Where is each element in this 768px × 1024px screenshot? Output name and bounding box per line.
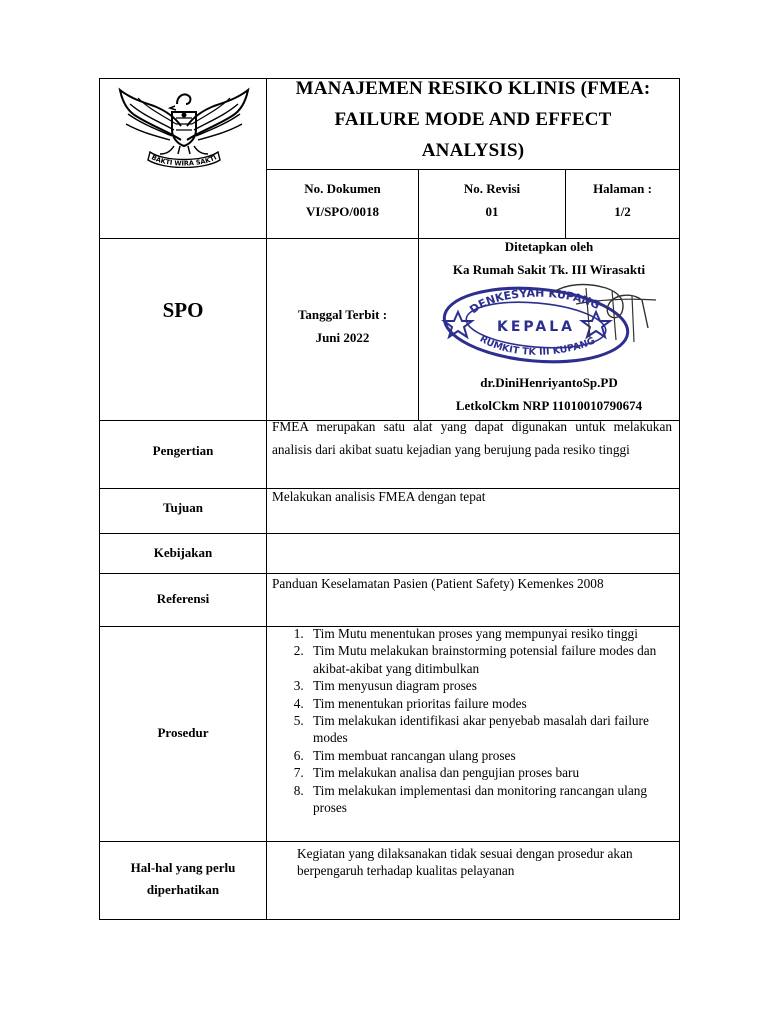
pengertian-label: Pengertian bbox=[152, 443, 214, 458]
hal-hal-text: Kegiatan yang dilaksanakan tidak sesuai dengan prosedur akan berpengaruh terhadap kualitas pelayanan bbox=[297, 846, 633, 879]
issue-date-cell bbox=[267, 303, 418, 349]
prosedur-step: 8. Tim melakukan implementasi dan monitoring rancangan ulang proses bbox=[307, 782, 674, 817]
svg-text:DENKESYAH KUPANG: DENKESYAH KUPANG bbox=[467, 286, 602, 317]
prosedur-label: Prosedur bbox=[157, 725, 209, 740]
doc-number-cell bbox=[267, 177, 418, 223]
garuda-logo bbox=[114, 82, 254, 168]
stamp-seal-icon bbox=[436, 282, 666, 364]
title-line-1: MANAJEMEN RESIKO KLINIS (FMEA: bbox=[295, 78, 651, 99]
row-divider-hal bbox=[99, 841, 680, 842]
hal-hal-label-line-1: Hal-hal yang perlu bbox=[130, 860, 236, 875]
title-line-3: ANALYSIS) bbox=[421, 140, 525, 161]
table-border-right bbox=[679, 78, 680, 920]
prosedur-steps bbox=[262, 625, 674, 816]
signer-name: dr.DiniHenriyantoSp.PD bbox=[480, 375, 618, 390]
revision-value: 01 bbox=[485, 204, 499, 219]
spo-label: SPO bbox=[162, 298, 204, 322]
prosedur-step: 4. Tim menentukan prioritas failure modes bbox=[307, 695, 674, 712]
page-value: 1/2 bbox=[614, 204, 631, 219]
row-divider-kebijakan bbox=[99, 533, 680, 534]
prosedur-step: 7. Tim melakukan analisa dan pengujian proses baru bbox=[307, 764, 674, 781]
signer-rank: LetkolCkm NRP 11010010790674 bbox=[455, 398, 643, 413]
revision-label: No. Revisi bbox=[463, 181, 521, 196]
kebijakan-label: Kebijakan bbox=[153, 545, 213, 560]
tujuan-label: Tujuan bbox=[163, 500, 203, 515]
hal-hal-label-line-2: diperhatikan bbox=[146, 882, 220, 897]
title-line-2: FAILURE MODE AND EFFECT bbox=[334, 109, 612, 130]
tujuan-text: Melakukan analisis FMEA dengan tepat bbox=[272, 489, 486, 504]
prosedur-step: 3. Tim menyusun diagram proses bbox=[307, 677, 674, 694]
page-cell bbox=[566, 177, 679, 223]
prosedur-list bbox=[262, 625, 674, 816]
prosedur-step: 2. Tim Mutu melakukan brainstorming potensial failure modes dan akibat-akibat yang ditimbulkan bbox=[307, 642, 674, 677]
pengertian-text: FMEA merupakan satu alat yang dapat digunakan untuk melakukan analisis dari akibat suatu kejadian yang berujung pada resiko tinggi bbox=[272, 419, 672, 457]
title-divider bbox=[266, 169, 680, 170]
referensi-label: Referensi bbox=[156, 591, 210, 606]
official-stamp bbox=[436, 282, 666, 364]
page-label: Halaman : bbox=[593, 181, 652, 196]
issue-date-value: Juni 2022 bbox=[315, 330, 370, 345]
prosedur-step: 1. Tim Mutu menentukan proses yang mempunyai resiko tinggi bbox=[307, 625, 674, 642]
table-border-bottom bbox=[99, 919, 680, 920]
prosedur-step: 5. Tim melakukan identifikasi akar penyebab masalah dari failure modes bbox=[307, 712, 674, 747]
document-title bbox=[267, 73, 679, 166]
doc-number-value: VI/SPO/0018 bbox=[306, 204, 379, 219]
referensi-text: Panduan Keselamatan Pasien (Patient Safety) Kemenkes 2008 bbox=[272, 576, 604, 591]
doc-number-label: No. Dokumen bbox=[304, 181, 381, 196]
prosedur-step: 6. Tim membuat rancangan ulang proses bbox=[307, 747, 674, 764]
hal-hal-label bbox=[100, 857, 266, 901]
svg-text:RUMKIT TK III KUPANG: RUMKIT TK III KUPANG bbox=[477, 333, 597, 358]
set-by-title: Ka Rumah Sakit Tk. III Wirasakti bbox=[452, 262, 646, 277]
table-border-left bbox=[99, 78, 100, 920]
set-by-label: Ditetapkan oleh bbox=[504, 239, 594, 254]
issue-date-label: Tanggal Terbit : bbox=[297, 307, 388, 322]
revision-cell bbox=[419, 177, 565, 223]
svg-text:KEPALA: KEPALA bbox=[497, 319, 575, 335]
svg-text:BAKTI WIRA SAKTI: BAKTI WIRA SAKTI bbox=[150, 153, 218, 168]
motto-ribbon-text bbox=[114, 82, 254, 168]
